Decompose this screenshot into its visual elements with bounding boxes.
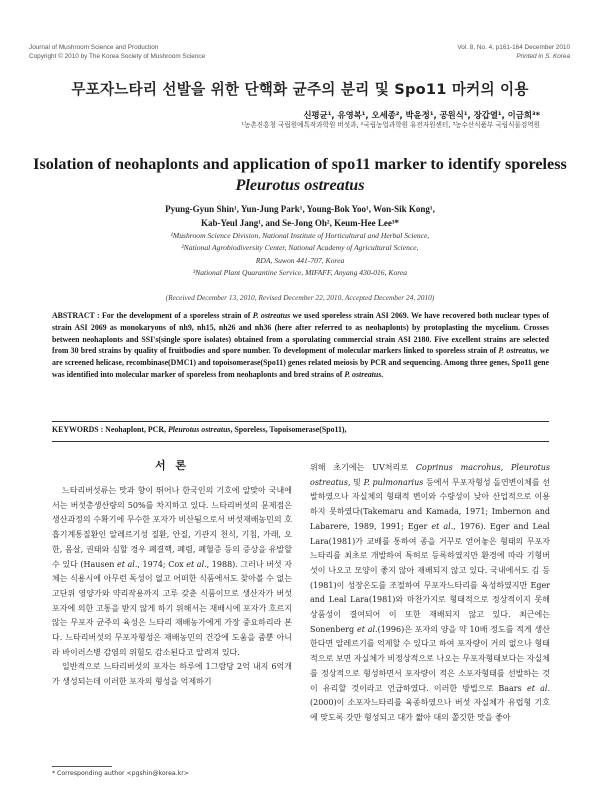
- title-english-line2: Pleurotus ostreatus: [235, 176, 365, 194]
- body-text: (1996)은 포자의 양을 약 10배 정도를 적게 생산한다면 알레르기를 억제할 수 있다고 하여 포자량이 거의 없으나 형태적으로 보면 자실체가 비정상적으로 나오는 무포자형태보다는 자실체를 정상적으로 형성하면서 포자량이 적은 소포자형태를 선발하는 것이 유리할 것이라고 언급하였다. 이러한 방법으로 Baars: [310, 624, 550, 693]
- divider: [52, 421, 549, 422]
- journal-name: Journal of Mushroom Science and Production: [29, 44, 159, 51]
- body-text: , 1976). Eger and Leal Lara(1981)가 교배를 통하여 종을 거꾸로 얻어놓은 형태의 무포자느타리를 최초로 개발하여 특허로 등록하였지만 환경에 따라 기형버섯이 나오고 모양이 좋지 않아 재배되지 않고 있다. 국내에서도 김 등(1981)이 성장온도를 조절하여 무포자느타리를 육성하였지만 Eger and Leal Lara(1981)와 마찬가지로 형태적으로 정상적이지 못해 상품성이 결여되어 이 또한 재배되지 않고 있다. 최근에는 Sonenberg: [310, 521, 550, 634]
- species-name: P. pulmonarius: [363, 477, 424, 487]
- et-al: et al.: [116, 559, 138, 569]
- abstract-text: , we are screened helicase, recombinase(DMC1) and topoisomerase(Spo11) genes related meiosis by PCR and sequencing. Among three genes, Spo11 gene was identified into molecular marker of sporeless from neohaplonts and bred strains of: [52, 346, 549, 379]
- body-text: , 1974; Cox: [137, 559, 187, 569]
- authors-english: [40, 202, 560, 230]
- copyright: Copyright © 2010 by The Korea Society of Mushroom Science: [29, 53, 206, 60]
- footnote-rule: [52, 766, 112, 767]
- abstract-text: .: [381, 369, 384, 379]
- body-text: , 1988). 그러나 버섯 자체는 식용시에 아무런 독성이 없고 어떠한 식품에서도 찾아볼 수 없는 고단위 영양가와 약리작용까지 고루 갖춘 식품이므로 생산자가 버섯 포자에 의한 고통을 받지 않게 하기 위해서는 재배시에 포자가 흐르지 않는 무포자 균주의 육성은 느타리 재배농가에게 가장 중요하리라 본다. 느타리버섯의 무포자형성은 재배농민의 건강에 도움을 줌뿐 아니라 바이러스병 감염의 위험도 감소된다고 알려져 있다.: [52, 559, 292, 657]
- keywords-label: KEYWORDS :: [52, 425, 104, 434]
- affiliation-line: ³National Plant Quarantine Service, MIFAFF, Anyang 430-016, Korea: [192, 268, 408, 278]
- species-name: P. ostreatus: [252, 311, 291, 320]
- paragraph: [52, 484, 292, 660]
- abstract-text: For the development of a sporeless strain of: [99, 311, 253, 320]
- authors-korean: 신평균¹, 유영복¹, 오세종², 박윤정¹, 공원식¹, 장갑열¹, 이금희³*: [303, 110, 540, 120]
- species-name: P. ostreatus: [498, 346, 536, 356]
- species-name: P. ostreatus: [344, 369, 382, 379]
- paragraph: 일반적으로 느타리버섯의 포자는 하루에 1그람당 2억 내지 6억개가 생성되는데 이러한 포자의 형성을 억제하기: [52, 662, 292, 687]
- species-name: Coprinus macrohus, Pleurotus ostreatus: [310, 463, 550, 487]
- affiliation-line: ¹Mushroom Science Division, National Institute of Horticultural and Herbal Science,: [170, 231, 430, 240]
- affiliations-english: [40, 230, 560, 280]
- body-text: 등에서 무포자형성 돌연변이체를 선발하였으나 자실체의 형태적 변이와 수량성이 낮아 산업적으로 이용하지 못하였다(Takemaru and Kamada, 1971; Imbernon and Labarere, 1989, 1991; Eger: [310, 477, 550, 531]
- body-text: 위해 초기에는 UV처리로: [310, 463, 416, 472]
- authors-english-line1: Pyung-Gyun Shin¹, Yun-Jung Park¹, Young-Bok Yoo¹, Won-Sik Kong¹,: [165, 204, 435, 214]
- abstract-label: ABSTRACT :: [52, 311, 100, 320]
- title-english: [30, 154, 570, 196]
- body-text: (2000)이 소포자느타리를 육종하였으나 버섯 자실체가 유럽형 기호에 맞도록 갓만 형성되고 대가 짧아 대의 쫄깃한 맛을 좋아: [310, 698, 550, 722]
- title-korean: 무포자느타리 선발을 위한 단핵화 균주의 분리 및 Spo11 마커의 이용: [71, 81, 529, 98]
- section-heading-intro: 서 론: [154, 459, 190, 472]
- affiliation-line: ²National Agrobiodiversity Center, National Academy of Agricultural Science,: [181, 243, 419, 253]
- keywords-text: Neohaplont, PCR,: [103, 425, 168, 434]
- volume-info: Vol. 8, No. 4, p161-164 December 2010: [457, 44, 570, 51]
- body-column-right: [310, 461, 550, 726]
- affiliation-korean: ¹농촌진흥청 국립원예특작과학원 버섯과, ²국립농업과학원 유전자원센터, ³농수산식품부 국립식물검역원: [241, 121, 540, 129]
- footnote-corresponding-author: * Corresponding author <pgshin@korea.kr>: [52, 770, 189, 777]
- printed-in: Printed in S. Korea: [516, 53, 570, 60]
- journal-header-right: [457, 43, 570, 61]
- authors-english-line2: Kab-Yeul Jang¹, and Se-Jong Oh², Keum-Hee Lee³*: [200, 218, 400, 228]
- et-al: et al.: [526, 683, 550, 693]
- body-text: , 및: [347, 477, 364, 487]
- affiliation-line: RDA, Suwon 441-707, Korea: [255, 255, 345, 265]
- received-dates: (Received December 13, 2010, Revised December 22, 2010, Accepted December 24, 2010): [165, 293, 435, 302]
- et-al: et al.: [186, 559, 207, 569]
- abstract-text: we used sporeless strain ASI 2069. We have recovered both nuclear types of strain ASI 2069 as monokaryons of nh9, nh15, nh26 and nh36 (here after referred to as neohaplonts) by protoplasting the mycelium. Crosses between neohaplonts and SSI's(single spore isolates) obtained from a sporulating commercial strain ASI 2180. Five excellent strains are selected from 30 bred strains by quality of fruitbodies and spore number. To development of molecular markers linked to sporeless strain of: [52, 311, 549, 356]
- keywords-text: , Sporeless, Topoisomerase(Spo11),: [230, 425, 347, 434]
- et-al: et al.: [356, 624, 378, 634]
- et-al: et al.: [431, 521, 454, 531]
- species-name: Pleurotus ostreatus: [167, 425, 231, 434]
- divider: [52, 441, 549, 442]
- title-english-line1: Isolation of neohaplonts and application of spo11 marker to identify sporeless: [33, 155, 567, 173]
- body-column-left: [52, 484, 292, 690]
- body-text: 느타리버섯류는 맛과 향이 뛰어나 한국인의 기호에 알맞아 국내에서는 버섯총생산량의 50%를 차지하고 있다. 느타리버섯의 문제점은 생산과정의 수확기에 무수한 포자가 비산됨으로서 버섯재배농민의 호흡기계통질환인 알레르기성 질환, 안질, 기관지 천식, 기침, 가래, 오한, 몸살, 권태와 심할 경우 폐결핵, 폐렴, 폐혈증 등의 증상을 유발할 수 있다 (Hausen: [52, 486, 292, 569]
- journal-header-left: [29, 43, 205, 61]
- keywords: [52, 425, 549, 434]
- abstract: [52, 310, 549, 381]
